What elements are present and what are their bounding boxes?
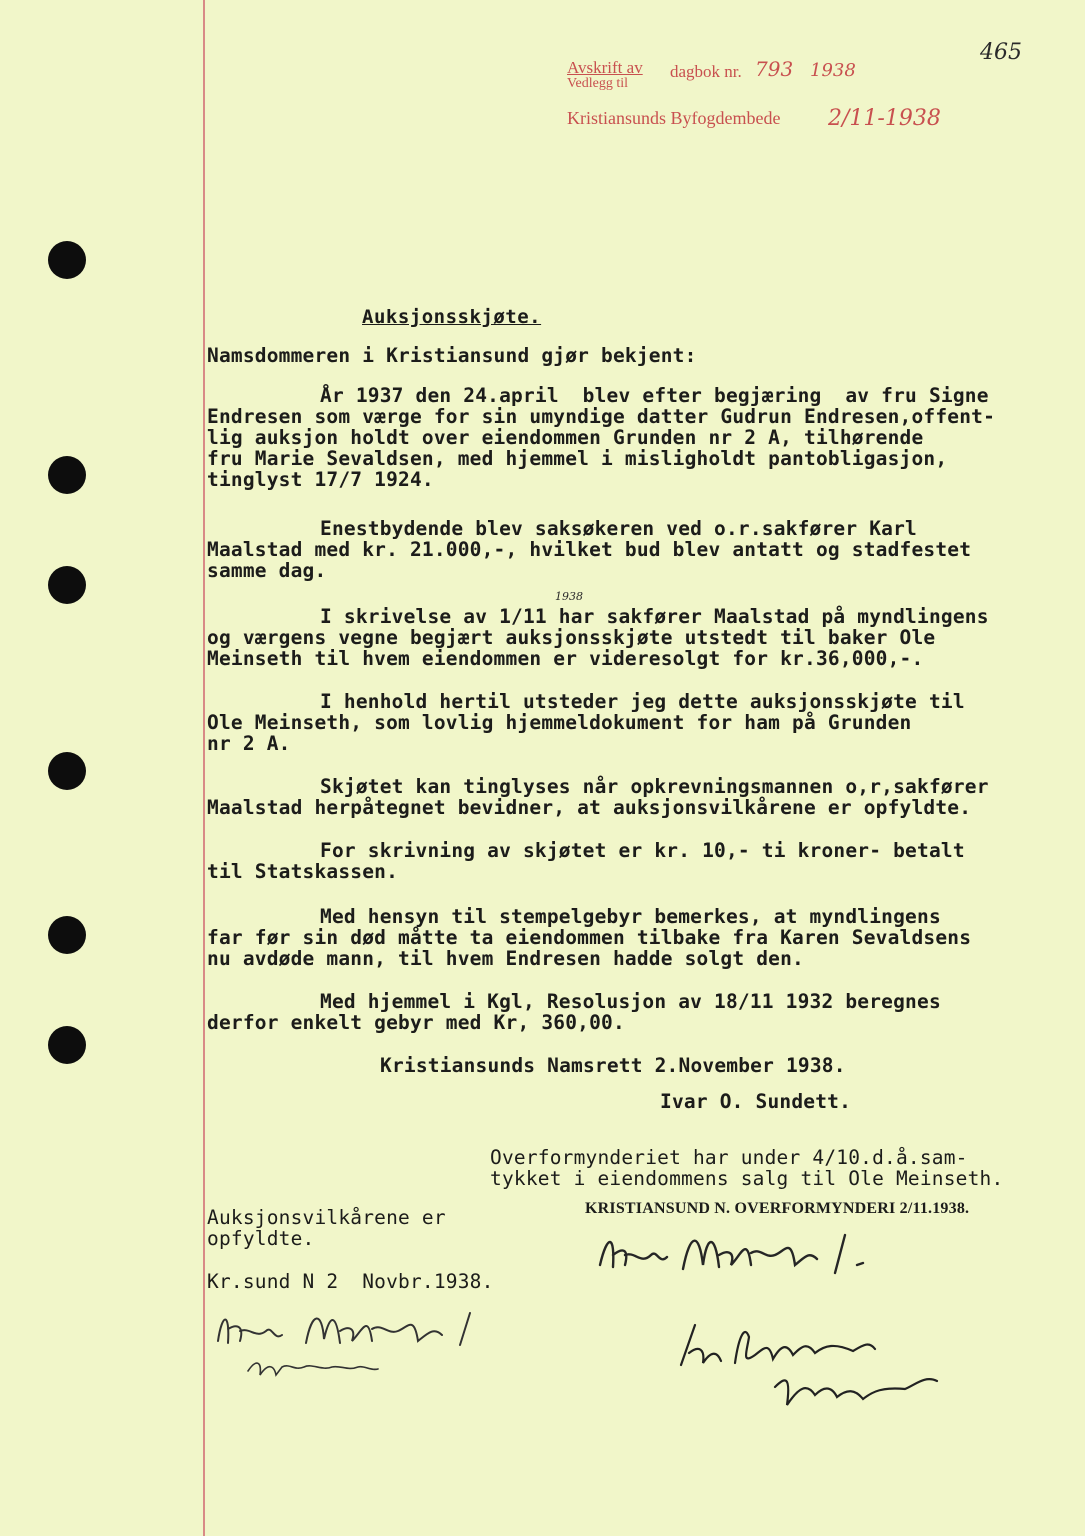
punch-hole xyxy=(48,916,86,954)
signature-right xyxy=(675,1315,945,1419)
punch-hole xyxy=(48,752,86,790)
stamp-office: Kristiansunds Byfogdembede xyxy=(567,108,781,128)
margin-rule xyxy=(203,0,205,1536)
punch-hole xyxy=(48,566,86,604)
margin-note-year: 1938 xyxy=(555,590,583,603)
body-line: År 1937 den 24.april blev efter begjæring av fru Signe xyxy=(320,384,989,407)
body-line: nr 2 A. xyxy=(207,732,291,755)
body-line: og værgens vegne begjært auksjonsskjøte utstedt til baker Ole xyxy=(207,626,936,649)
body-line: Meinseth til hvem eiendommen er videresolgt for kr.36,000,-. xyxy=(207,647,924,670)
body-line: nu avdøde mann, til hvem Endresen hadde solgt den. xyxy=(207,947,804,970)
body-line: samme dag. xyxy=(207,559,327,582)
body-line: Med hjemmel i Kgl, Resolusjon av 18/11 1932 beregnes xyxy=(320,990,941,1013)
body-line: I henhold hertil utsteder jeg dette auksjonsskjøte til xyxy=(320,690,965,713)
overformynderi-line2: tykket i eiendommens salg til Ole Meinseth. xyxy=(490,1167,1004,1190)
place-date-line: Kristiansunds Namsrett 2.November 1938. xyxy=(380,1054,846,1077)
overformynderi-line1: Overformynderiet har under 4/10.d.å.sam- xyxy=(490,1146,968,1169)
document-title: Auksjonsskjøte. xyxy=(362,306,542,328)
punch-hole xyxy=(48,456,86,494)
body-line: Ole Meinseth, som lovlig hjemmeldokument for ham på Grunden xyxy=(207,711,912,734)
punch-hole xyxy=(48,1026,86,1064)
conditions-date: Kr.sund N 2 Novbr.1938. xyxy=(207,1270,494,1293)
conditions-line1: Auksjonsvilkårene er xyxy=(207,1206,446,1229)
signature-karl-maalstad-left xyxy=(212,1305,482,1389)
body-line: Namsdommeren i Kristiansund gjør bekjent: xyxy=(207,344,697,367)
body-line: Enestbydende blev saksøkeren ved o.r.sakfører Karl xyxy=(320,517,917,540)
body-line: til Statskassen. xyxy=(207,860,399,883)
signature-karl-maalstad-center xyxy=(595,1225,885,1289)
stamp-avskrift: Avskrift av xyxy=(567,58,643,77)
body-line: Med hensyn til stempelgebyr bemerkes, at myndlingens xyxy=(320,905,941,928)
stamp-vedlegg: Vedlegg til xyxy=(567,76,629,91)
stamp-dagbok-label: dagbok nr. xyxy=(670,62,742,81)
body-line: I skrivelse av 1/11 har sakfører Maalstad på myndlingens xyxy=(320,605,989,628)
body-line: derfor enkelt gebyr med Kr, 360,00. xyxy=(207,1011,625,1034)
body-line: lig auksjon holdt over eiendommen Grunden nr 2 A, tilhørende xyxy=(207,426,924,449)
signatory-line: Ivar O. Sundett. xyxy=(660,1090,852,1113)
stamp-year: 1938 xyxy=(810,60,856,81)
stamp-date: 2/11-1938 xyxy=(828,106,941,131)
overformynderi-stamp: KRISTIANSUND N. OVERFORMYNDERI 2/11.1938. xyxy=(585,1200,970,1217)
body-line: For skrivning av skjøtet er kr. 10,- ti kroner- betalt xyxy=(320,839,965,862)
body-line: Endresen som værge for sin umyndige datter Gudrun Endresen,offent- xyxy=(207,405,996,428)
punch-hole xyxy=(48,241,86,279)
page-number: 465 xyxy=(980,40,1022,65)
conditions-line2: opfyldte. xyxy=(207,1227,315,1250)
stamp-dagbok-number: 793 xyxy=(755,57,794,81)
body-line: Skjøtet kan tinglyses når opkrevningsmannen o,r,sakfører xyxy=(320,775,989,798)
body-line: fru Marie Sevaldsen, med hjemmel i misligholdt pantobligasjon, xyxy=(207,447,948,470)
body-line: Maalstad med kr. 21.000,-, hvilket bud blev antatt og stadfestet xyxy=(207,538,972,561)
body-line: tinglyst 17/7 1924. xyxy=(207,468,434,491)
opkrevn-title xyxy=(250,1356,254,1357)
body-line: far før sin død måtte ta eiendommen tilbake fra Karen Sevaldsens xyxy=(207,926,972,949)
body-line: Maalstad herpåtegnet bevidner, at auksjonsvilkårene er opfyldte. xyxy=(207,796,972,819)
